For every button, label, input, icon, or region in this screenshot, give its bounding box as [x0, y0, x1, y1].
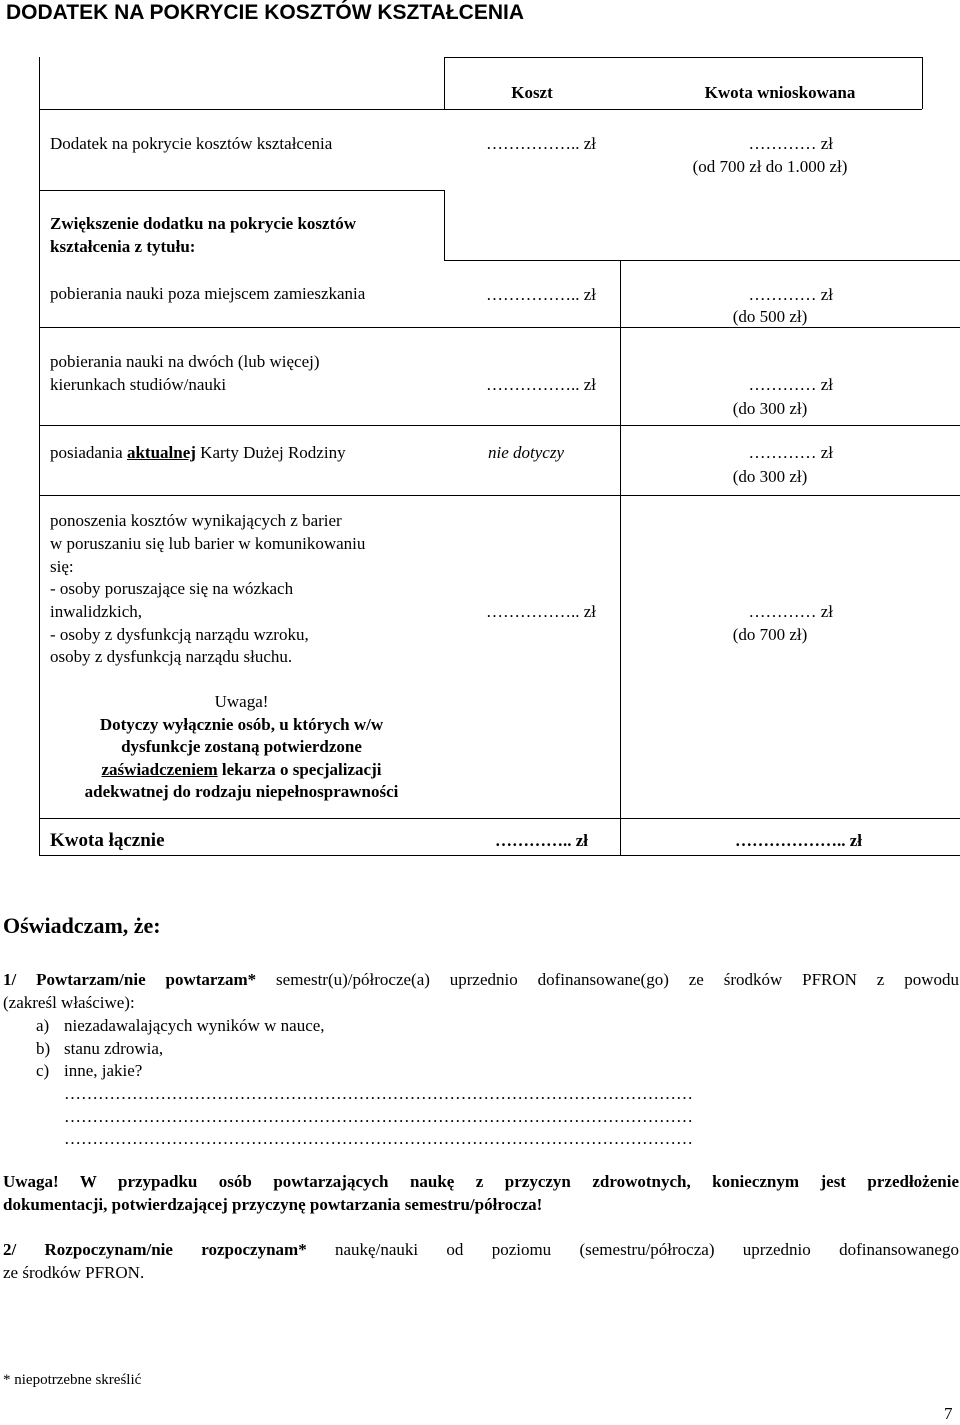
row-label-barier-6: - osoby z dysfunkcją narządu wzroku,: [50, 625, 309, 644]
row-kwota-dwoch: ………… zł: [748, 375, 833, 394]
row-koszt-karta: nie dotyczy: [488, 443, 564, 462]
underlined-aktualnej: aktualnej: [126, 443, 196, 462]
statement-p2-line1: 2/ Rozpoczynam/nie rozpoczynam* naukę/nauki od poziomu (semestru/półrocza) uprzednio dofinansowanego: [3, 1240, 959, 1259]
statement-p1-line2: (zakreśl właściwe):: [3, 993, 135, 1012]
page-number: 7: [944, 1404, 953, 1423]
row-divider-4: [39, 818, 960, 819]
option-b-text: stanu zdrowia,: [64, 1039, 164, 1058]
row-kwota-note-barier: (do 700 zł): [732, 625, 808, 644]
option-a-marker: a): [36, 1016, 50, 1035]
dotted-line-3: …………………………………………………………………………………………………: [64, 1129, 693, 1148]
footnote: * niepotrzebne skreślić: [3, 1372, 142, 1388]
row-divider-2: [39, 425, 960, 426]
row-kwota-note-poza: (do 500 zł): [732, 307, 808, 326]
option-a-text: niezadawalających wyników w nauce,: [64, 1016, 325, 1035]
uwaga-line3: zaświadczeniem lekarza o specjalizacji: [101, 760, 382, 779]
statement-uwaga-line1: Uwaga! W przypadku osób powtarzających naukę z przyczyn zdrowotnych, koniecznym jest przedłożenie: [3, 1172, 959, 1191]
row-label-barier-2: w poruszaniu się lub barier w komunikowaniu: [50, 534, 366, 553]
row-kwota-barier: ………… zł: [748, 602, 833, 621]
row-label-dwoch-line1: pobierania nauki na dwóch (lub więcej): [50, 352, 320, 371]
section-divider-right: [444, 260, 960, 261]
uwaga-line4: adekwatnej do rodzaju niepełnosprawności: [84, 782, 399, 801]
row-kwota-karta: ………… zł: [748, 443, 833, 462]
row-label-dwoch-line2: kierunkach studiów/nauki: [50, 375, 227, 394]
total-koszt: ………….. zł: [494, 831, 588, 850]
statement-p1-line1: 1/ Powtarzam/nie powtarzam* semestr(u)/półrocze(a) uprzednio dofinansowane(go) ze środków PFRON z powodu: [3, 970, 960, 989]
table-border-top: [444, 57, 922, 58]
uwaga-line1: Dotyczy wyłącznie osób, u których w/w: [99, 715, 384, 734]
row-kwota-note-dodatek: (od 700 zł do 1.000 zł): [692, 157, 848, 176]
header-divider: [39, 109, 922, 110]
row-kwota-note-karta: (do 300 zł): [732, 467, 808, 486]
table-border-bottom: [39, 855, 960, 856]
option-c-text: inne, jakie?: [64, 1061, 143, 1080]
section-zwiekszenie-line2: kształcenia z tytułu:: [50, 237, 196, 256]
section-zwiekszenie-line1: Zwiększenie dodatku na pokrycie kosztów: [50, 214, 357, 233]
total-kwota: ……………….. zł: [734, 831, 862, 850]
option-b-marker: b): [36, 1039, 51, 1058]
total-label: Kwota łącznie: [50, 830, 165, 851]
row-label-barier-1: ponoszenia kosztów wynikających z barier: [50, 511, 342, 530]
row-label-dodatek: Dodatek na pokrycie kosztów kształcenia: [50, 134, 333, 153]
dotted-line-1: …………………………………………………………………………………………………: [64, 1084, 693, 1103]
row-label-karta: posiadania aktualnej Karty Dużej Rodziny: [50, 443, 346, 462]
column-header-kwota: Kwota wnioskowana: [704, 83, 856, 102]
row-koszt-poza: …………….. zł: [485, 285, 596, 304]
column-header-koszt: Koszt: [511, 83, 553, 102]
statement-heading: Oświadczam, że:: [3, 913, 161, 938]
row-koszt-dwoch: …………….. zł: [485, 375, 596, 394]
row-label-barier-7: osoby z dysfunkcją narządu słuchu.: [50, 647, 293, 666]
option-c-marker: c): [36, 1061, 50, 1080]
table-border-right-top: [922, 57, 923, 109]
document-title: DODATEK NA POKRYCIE KOSZTÓW KSZTAŁCENIA: [6, 1, 524, 24]
table-border-inner-2: [444, 190, 445, 260]
row-label-barier-4: - osoby poruszające się na wózkach: [50, 579, 294, 598]
row-label-barier-3: się:: [50, 557, 74, 576]
row-kwota-poza: ………… zł: [748, 285, 833, 304]
row-label-poza: pobierania nauki poza miejscem zamieszkania: [50, 284, 366, 303]
row-label-barier-5: inwalidzkich,: [50, 602, 143, 621]
column-divider: [620, 260, 621, 856]
statement-uwaga-line2: dokumentacji, potwierdzającej przyczynę powtarzania semestru/półrocza!: [3, 1195, 543, 1214]
row-koszt-barier: …………….. zł: [485, 602, 596, 621]
section-divider: [39, 190, 444, 191]
uwaga-line2: dysfunkcje zostaną potwierdzone: [121, 737, 362, 756]
row-kwota-dodatek: ………… zł: [748, 134, 833, 153]
dotted-line-2: …………………………………………………………………………………………………: [64, 1107, 693, 1126]
row-kwota-note-dwoch: (do 300 zł): [732, 399, 808, 418]
uwaga-title: Uwaga!: [214, 692, 269, 711]
statement-p2-line2: ze środków PFRON.: [3, 1263, 145, 1282]
row-divider-3: [39, 495, 960, 496]
row-koszt-dodatek: …………….. zł: [485, 134, 596, 153]
